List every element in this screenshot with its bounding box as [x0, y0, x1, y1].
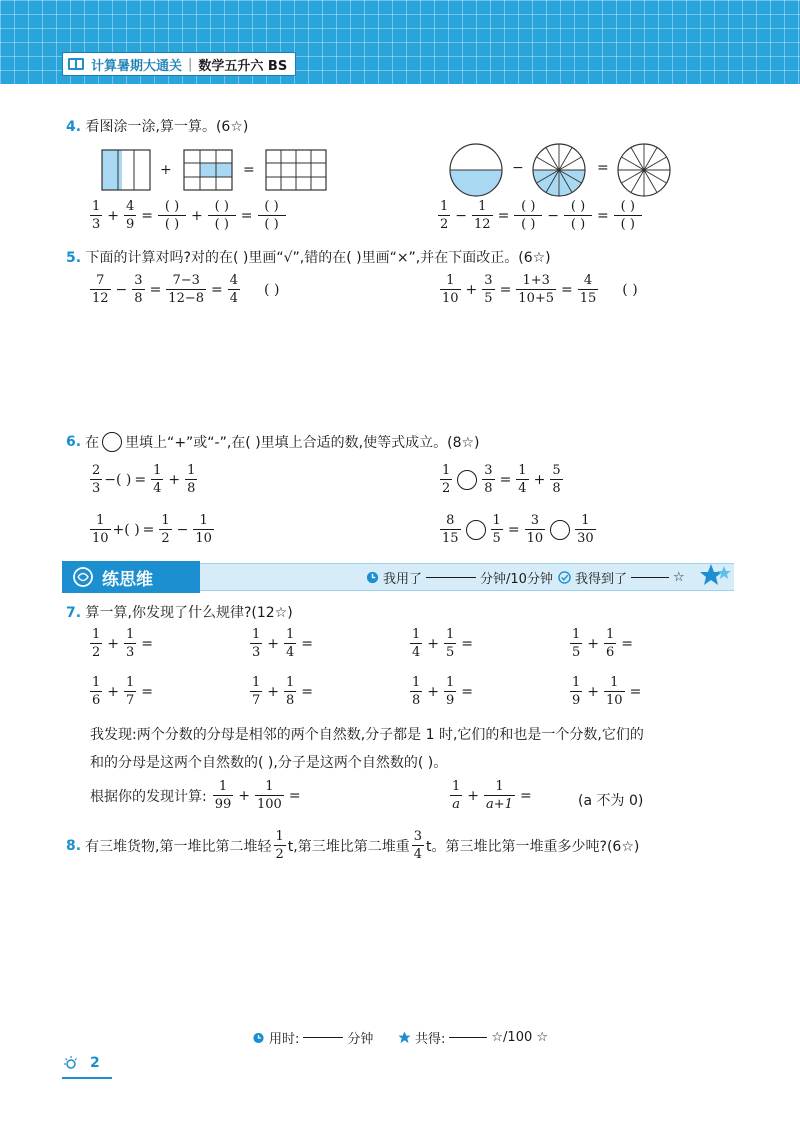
fraction: $\frac{1}{8}$: [412, 675, 421, 708]
sum-expression: $\frac{1}{6}$ + $\frac{1}{7}$ =: [92, 675, 154, 708]
header-subtitle: 数学五升六 BS: [198, 58, 288, 74]
check-parenthesis[interactable]: ( ): [622, 281, 638, 298]
fraction: $\frac{1}{9}$: [446, 675, 455, 708]
rectangle-result-grid: [266, 150, 326, 190]
question-text: 在: [85, 435, 100, 451]
question-number: 7.: [66, 605, 82, 621]
fraction: $\frac{1}{3}$: [126, 627, 135, 660]
answer-blank[interactable]: $\frac{( )}{( )}$: [258, 200, 286, 231]
rectangle-diagrams: [100, 148, 340, 194]
sum-expression: $\frac{1}{7}$ + $\frac{1}{8}$ =: [252, 675, 314, 708]
fraction: $\frac{1}{5}$: [446, 627, 455, 660]
answer-blank[interactable]: $\frac{( )}{( )}$: [614, 200, 642, 231]
fraction: $\frac{1}{12}$: [474, 199, 491, 232]
brain-icon: [72, 566, 94, 588]
footer-time: 用时: 分钟: [252, 1028, 373, 1047]
section-tag: [62, 561, 200, 593]
rectangle-ninths: [184, 150, 232, 190]
question-text: 算一算,你发现了什么规律?(12☆): [85, 605, 293, 621]
section-title: 练思维: [102, 569, 153, 590]
header-title-box: [62, 52, 296, 76]
equals-sign: =: [243, 162, 255, 178]
sum-expression: $\frac{1}{5}$ + $\frac{1}{6}$ =: [572, 627, 634, 660]
sun-icon: [62, 1055, 84, 1071]
time-used-field: 我用了 分钟/10分钟: [366, 568, 553, 587]
q4-left-expression: $\frac{1}{3}$ + $\frac{4}{9}$ = $\frac{( )}{( )}$ + $\frac{( )}{( )}$ = $\frac{( )}{( )}$: [88, 200, 288, 231]
minus-sign: −: [512, 160, 524, 176]
fraction: $\frac{1}{9}$: [572, 675, 581, 708]
operator-circle-input[interactable]: [466, 520, 486, 540]
question-5-prompt: [66, 247, 551, 267]
answer-blank[interactable]: $\frac{( )}{( )}$: [514, 200, 542, 231]
sum-expression: $\frac{1}{2}$ + $\frac{1}{3}$ =: [92, 627, 154, 660]
time-blank[interactable]: [303, 1037, 343, 1038]
question-text: 看图涂一涂,算一算。(6☆): [85, 119, 249, 135]
fraction: $\frac{1}{3}$: [92, 199, 101, 232]
q4-right-expression: $\frac{1}{2}$ − $\frac{1}{12}$ = $\frac{( )}{( )}$ − $\frac{( )}{( )}$ = $\frac{( )}{( )}$: [436, 200, 644, 231]
sum-expression: $\frac{1}{4}$ + $\frac{1}{5}$ =: [412, 627, 474, 660]
fraction: $\frac{1}{5}$: [572, 627, 581, 660]
apply-expression-1: 根据你的发现计算: $\frac{1}{99}$ + $\frac{1}{100}$ =: [90, 779, 301, 812]
fraction: $\frac{1}{6}$: [606, 627, 615, 660]
time-used-blank[interactable]: [426, 577, 476, 578]
fraction: $\frac{1}{3}$: [252, 627, 261, 660]
q6-row1-right: $\frac{1}{2}$ $\frac{3}{8}$ = $\frac{1}{4}$ + $\frac{5}{8}$: [442, 463, 561, 496]
question-number: 4.: [66, 119, 82, 135]
sum-expression: $\frac{1}{3}$ + $\frac{1}{4}$ =: [252, 627, 314, 660]
apply-label: 根据你的发现计算:: [90, 788, 207, 805]
fraction: $\frac{1}{6}$: [92, 675, 101, 708]
fraction: $\frac{1}{7}$: [126, 675, 135, 708]
score-total-blank[interactable]: [449, 1037, 487, 1038]
answer-blank[interactable]: −( ): [104, 471, 132, 488]
answer-blank[interactable]: $\frac{( )}{( )}$: [208, 200, 236, 231]
circle-result-twelfths: [618, 144, 670, 196]
header-title: 计算暑期大通关: [91, 58, 183, 74]
book-icon: [67, 57, 85, 71]
q5-left-expression: $\frac{7}{12}$ − $\frac{3}{8}$ = $\frac{7-3}{12-8}$ = $\frac{4}{4}$ ( ): [92, 273, 280, 306]
apply-expression-2: $\frac{1}{a}$ + $\frac{1}{a+1}$ =: [452, 779, 532, 812]
question-number: 6.: [66, 434, 82, 450]
fraction: $\frac{1}{4}$: [412, 627, 421, 660]
circle-diagrams: [448, 142, 678, 202]
fraction: $\frac{1}{2}$: [440, 199, 449, 232]
header-separator: |: [188, 56, 193, 72]
check-icon: [558, 571, 571, 584]
question-text-rest: 里填上“+”或“-”,在( )里填上合适的数,使等式成立。(8☆): [125, 435, 480, 451]
clock-icon: [366, 571, 379, 584]
score-got-field: 我得到了 ☆: [558, 568, 685, 587]
fraction: $\frac{1}{2}$: [92, 627, 101, 660]
operator-circle-input[interactable]: [550, 520, 570, 540]
question-6-prompt: [66, 432, 480, 452]
question-4-prompt: [66, 116, 248, 136]
question-7-prompt: [66, 602, 293, 622]
finding-line-2: 和的分母是这两个自然数的( ),分子是这两个自然数的( )。: [90, 755, 448, 771]
apply-note: (a 不为 0): [578, 793, 644, 809]
fraction: $\frac{1}{4}$: [286, 627, 295, 660]
fraction: $\frac{1}{7}$: [252, 675, 261, 708]
fraction: $\frac{4}{9}$: [126, 199, 135, 232]
star-icon: [398, 1031, 411, 1044]
page-rule: [62, 1077, 112, 1079]
rectangle-thirds: [102, 150, 150, 190]
circle-halves: [450, 144, 502, 196]
sum-expression: $\frac{1}{9}$ + $\frac{1}{10}$ =: [572, 675, 642, 708]
question-number: 5.: [66, 250, 82, 266]
answer-blank[interactable]: $\frac{( )}{( )}$: [564, 200, 592, 231]
answer-blank[interactable]: +( ): [112, 521, 140, 538]
page-number: 2: [62, 1055, 100, 1071]
answer-blank[interactable]: $\frac{( )}{( )}$: [158, 200, 186, 231]
circle-twelfths: [533, 144, 585, 196]
star-icon: [700, 562, 732, 588]
fraction: $\frac{1}{10}$: [606, 675, 623, 708]
equals-sign: =: [597, 160, 609, 176]
fraction: $\frac{1}{8}$: [286, 675, 295, 708]
q6-row2-right: $\frac{8}{15}$ $\frac{1}{5}$ = $\frac{3}{10}$ $\frac{1}{30}$: [442, 513, 594, 546]
score-blank[interactable]: [631, 577, 669, 578]
plus-sign: +: [160, 162, 172, 178]
operator-circle-input[interactable]: [457, 470, 477, 490]
check-parenthesis[interactable]: ( ): [264, 281, 280, 298]
q5-right-expression: $\frac{1}{10}$ + $\frac{3}{5}$ = $\frac{1+3}{10+5}$ = $\frac{4}{15}$ ( ): [442, 273, 638, 306]
sum-expression: $\frac{1}{8}$ + $\frac{1}{9}$ =: [412, 675, 474, 708]
q6-row2-left: $\frac{1}{10}$ +( ) = $\frac{1}{2}$ − $\frac{1}{10}$: [92, 513, 212, 546]
alarm-clock-icon: [252, 1031, 265, 1044]
footer-score: 共得: ☆/100 ☆: [398, 1028, 548, 1047]
question-number: 8.: [66, 837, 82, 854]
q6-row1-left: $\frac{2}{3}$ −( ) = $\frac{1}{4}$ + $\frac{1}{8}$: [92, 463, 196, 496]
question-text: 下面的计算对吗?对的在( )里画“√”,错的在( )里画“×”,并在下面改正。(6☆): [85, 250, 551, 266]
operator-circle-icon: [102, 432, 122, 452]
question-8-prompt: 8. 有三堆货物,第一堆比第二堆轻 $\frac{1}{2}$ t,第三堆比第二堆重 $\frac{3}{4}$ t。第三堆比第一堆重多少吨?(6☆): [66, 829, 640, 862]
finding-line-1: 我发现:两个分数的分母是相邻的两个自然数,分子都是 1 时,它们的和也是一个分数,它们的: [90, 727, 644, 743]
